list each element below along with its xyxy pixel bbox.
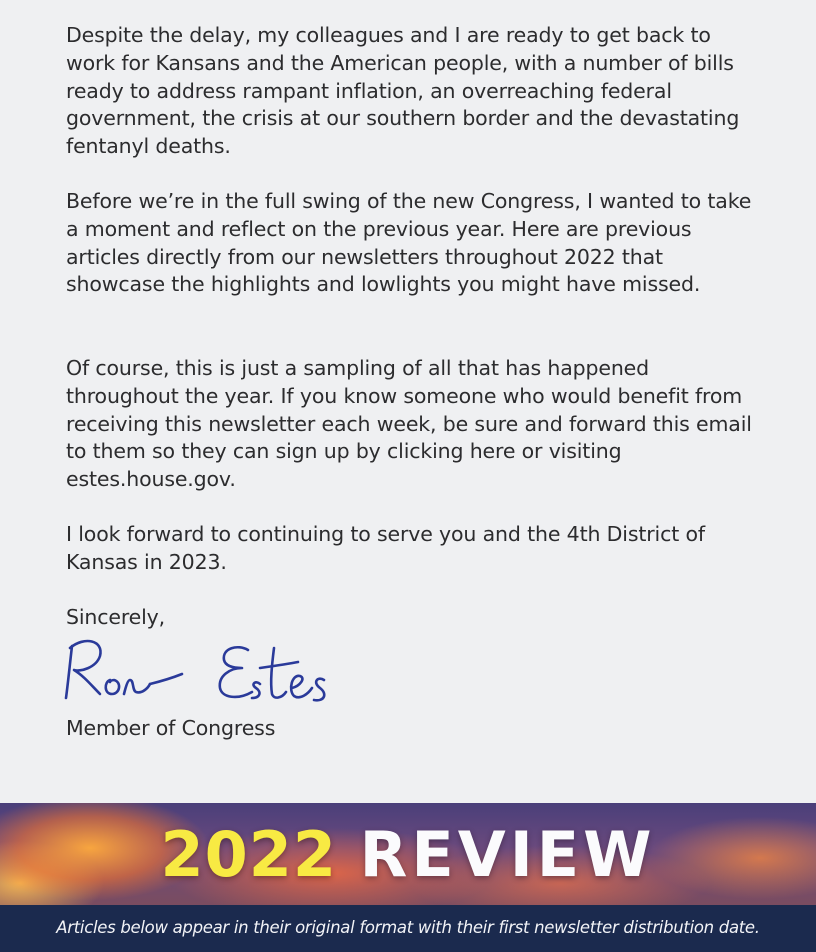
closing-salutation: Sincerely, — [66, 605, 166, 629]
banner-title — [0, 817, 816, 893]
handwritten-signature — [62, 628, 362, 708]
paragraph-delay: Despite the delay, my colleagues and I are ready to get back to work for Kansans and the American people, with a number of bills ready to address rampant inflation, an overreaching federal government, the crisis at our southern border and the devastating fentanyl deaths. — [66, 23, 740, 159]
review-banner — [0, 803, 816, 905]
banner-year: 2022 — [160, 818, 338, 891]
paragraph-sampling: Of course, this is just a sampling of all that has happened throughout the year. If you know someone who would benefit from receiving this newsletter each week, be sure and forward this email to them so they can sign up by clicking here or visiting estes.house.gov. — [66, 356, 752, 492]
signer-title: Member of Congress — [66, 716, 276, 740]
banner-word: REVIEW — [359, 818, 656, 891]
caption-bar — [0, 905, 816, 952]
paragraph-reflect: Before we’re in the full swing of the new Congress, I wanted to take a moment and reflect on the previous year. Here are previous articles directly from our newsletters throughout 2022 that showcase the highlights and lowlights you might have missed. — [66, 189, 752, 297]
caption-text: Articles below appear in their original format with their first newsletter distribution date. — [56, 918, 760, 937]
paragraph-forward: I look forward to continuing to serve you and the 4th District of Kansas in 2023. — [66, 522, 705, 574]
